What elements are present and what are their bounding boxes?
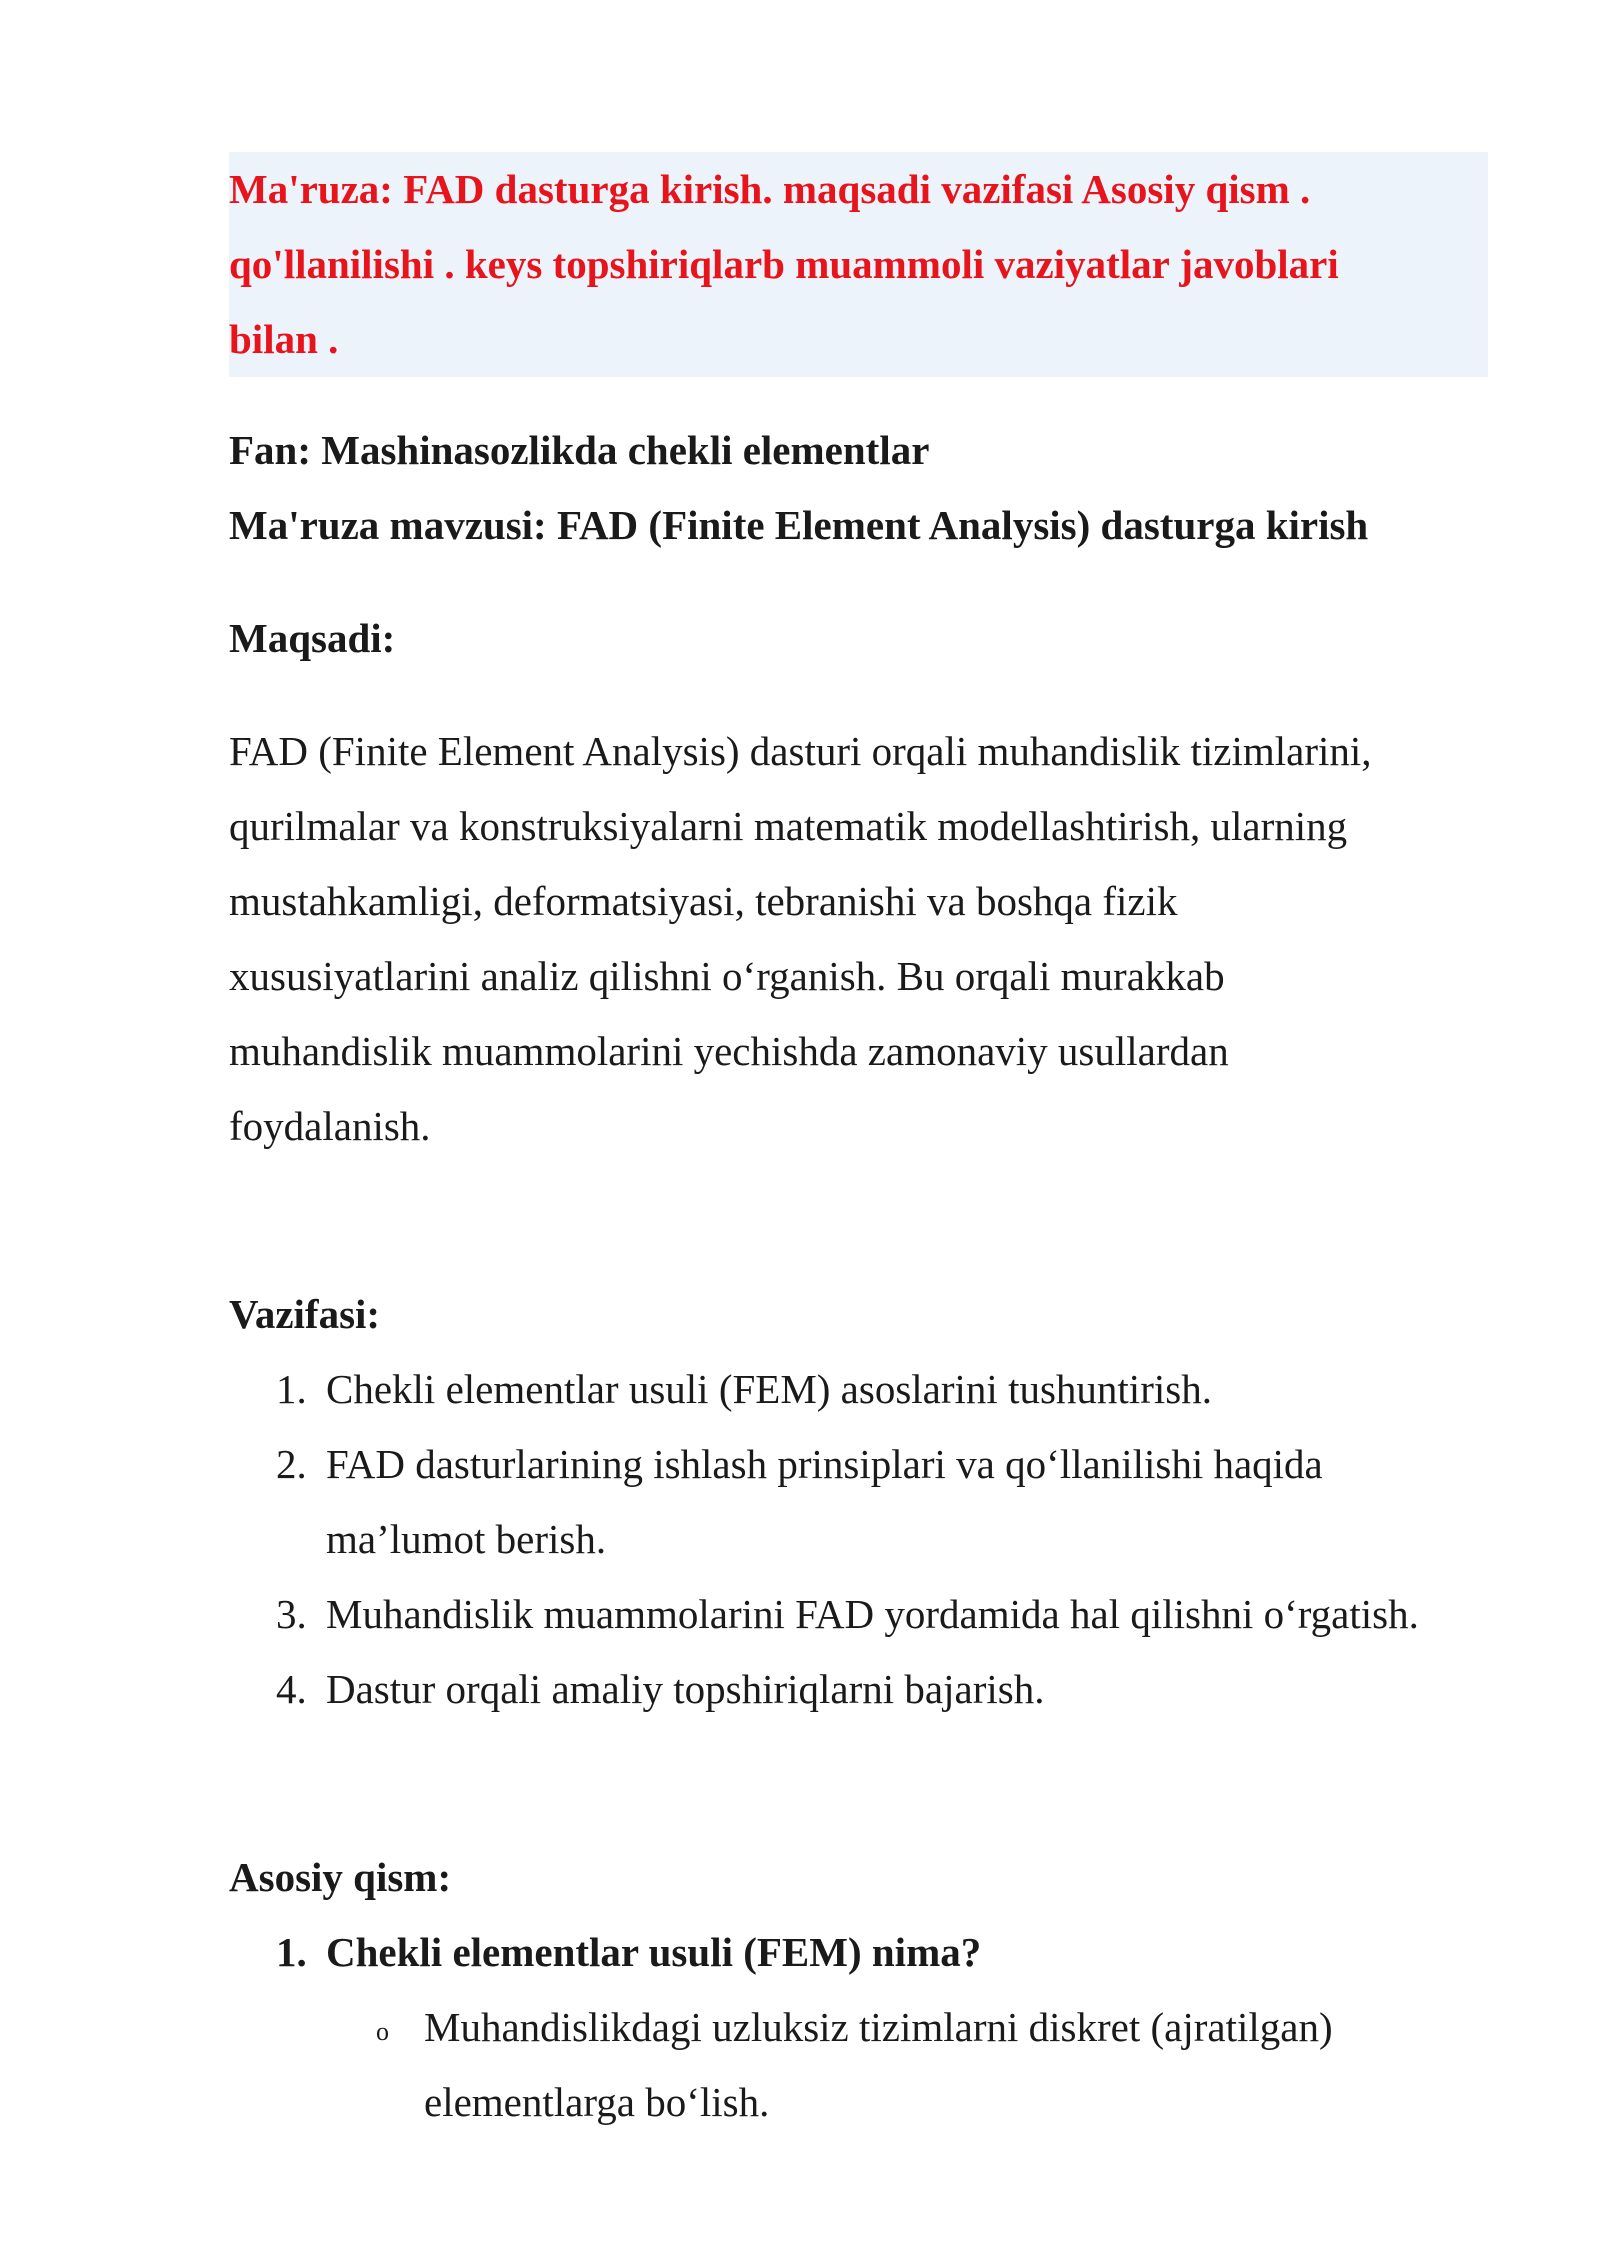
list-text	[326, 1652, 1499, 1727]
goal-line: foydalanish.	[229, 1103, 431, 1149]
lecture-title	[229, 152, 1488, 377]
list-text	[326, 1915, 1499, 1990]
list-text	[326, 1427, 1499, 1577]
sub-list-text-line: elementlarga bo‘lish.	[424, 2079, 770, 2125]
list-text-line: Muhandislik muammolarini FAD yordamida hal qilishni o‘rgatish.	[326, 1591, 1419, 1637]
goal-line: xususiyatlarini analiz qilishni o‘rganish. Bu orqali murakkab	[229, 953, 1225, 999]
circle-bullet-icon: o	[376, 2017, 389, 2046]
subject-block	[229, 413, 1499, 563]
list-text-line: Chekli elementlar usuli (FEM) nima?	[326, 1929, 982, 1975]
list-text-line: ma’lumot berish.	[326, 1516, 607, 1562]
list-text	[326, 1352, 1499, 1427]
goal-line: mustahkamligi, deformatsiyasi, tebranishi va boshqa fizik	[229, 878, 1178, 924]
list-number: 3.	[276, 1591, 307, 1637]
document-page	[229, 152, 1499, 2140]
goal-paragraph	[229, 714, 1499, 1164]
sub-list-text-line: Muhandislikdagi uzluksiz tizimlarni diskret (ajratilgan)	[424, 2004, 1333, 2050]
list-text	[326, 1577, 1499, 1652]
list-item	[229, 1427, 1499, 1577]
lecture-title-line: qo'llanilishi . keys topshiriqlarb muammoli vaziyatlar javoblari	[229, 241, 1339, 287]
list-text-line: Chekli elementlar usuli (FEM) asoslarini tushuntirish.	[326, 1366, 1212, 1412]
lecture-title-line: bilan .	[229, 316, 339, 362]
subject-line: Fan: Mashinasozlikda chekli elementlar	[229, 427, 930, 473]
topic-line: Ma'ruza mavzusi: FAD (Finite Element Analysis) dasturga kirish	[229, 502, 1369, 548]
goal-line: muhandislik muammolarini yechishda zamonaviy usullardan	[229, 1028, 1229, 1074]
tasks-list	[229, 1352, 1499, 1727]
main-part-list	[229, 1915, 1499, 1990]
list-item	[229, 1352, 1499, 1427]
tasks-heading: Vazifasi:	[229, 1291, 381, 1337]
list-text-line: Dastur orqali amaliy topshiriqlarni bajarish.	[326, 1666, 1045, 1712]
goal-heading: Maqsadi:	[229, 615, 396, 661]
list-item	[229, 1577, 1499, 1652]
lecture-title-box	[229, 152, 1488, 377]
lecture-title-line: Ma'ruza: FAD dasturga kirish. maqsadi vazifasi Asosiy qism .	[229, 166, 1311, 212]
goal-line: FAD (Finite Element Analysis) dasturi orqali muhandislik tizimlarini,	[229, 728, 1372, 774]
main-part-heading: Asosiy qism:	[229, 1854, 452, 1900]
list-text-line: FAD dasturlarining ishlash prinsiplari va qo‘llanilishi haqida	[326, 1441, 1323, 1487]
list-number: 1.	[276, 1366, 307, 1412]
list-number: 2.	[276, 1441, 307, 1487]
list-item	[229, 1915, 1499, 1990]
sub-list-item	[229, 1990, 1499, 2140]
list-number: 1.	[276, 1929, 307, 1975]
goal-line: qurilmalar va konstruksiyalarni matematik modellashtirish, ularning	[229, 803, 1348, 849]
list-item	[229, 1652, 1499, 1727]
list-number: 4.	[276, 1666, 307, 1712]
sub-list-text	[424, 1990, 1499, 2140]
